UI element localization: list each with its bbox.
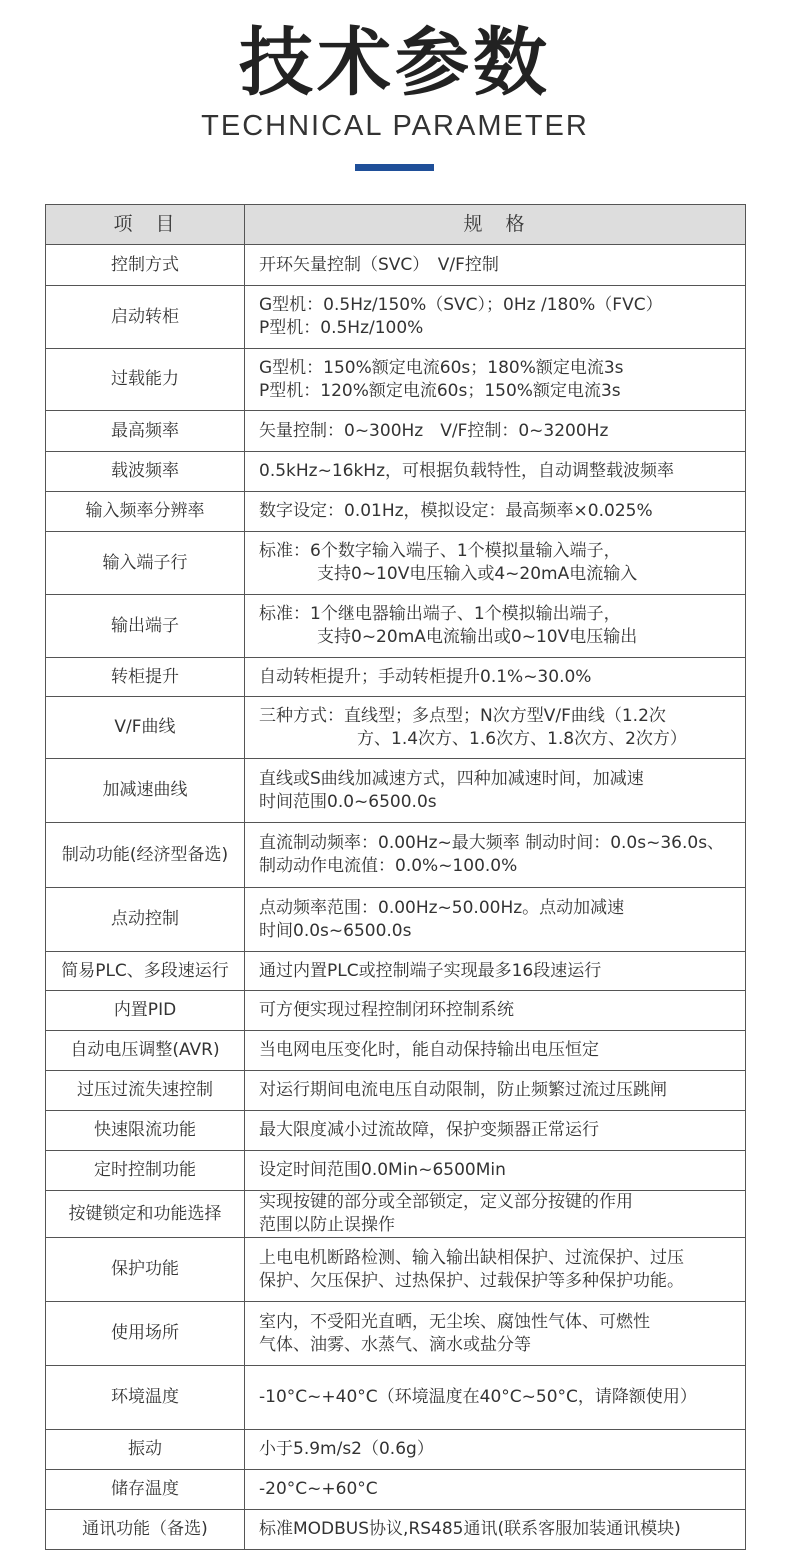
row-spec-line: 标准：6个数字输入端子、1个模拟量输入端子， [259,541,621,561]
row-spec-line: 设定时间范围0.0Min~6500Min [259,1160,506,1180]
page-title: 技术参数 [239,20,551,106]
row-item-label: 转柜提升 [46,658,245,697]
table-row [46,1366,746,1430]
row-item-label: 制动功能(经济型备选) [46,823,245,888]
row-spec-line: 通过内置PLC或控制端子实现最多16段速运行 [259,960,602,981]
row-item-label: 启动转柜 [46,286,245,349]
row-spec-line: G型机：150%额定电流60s；180%额定电流3s [259,357,624,378]
parameter-table-body [46,205,746,1550]
row-item-label: 快速限流功能 [46,1111,245,1151]
row-spec-line: 三种方式：直线型；多点型；N次方型V/F曲线（1.2次 [259,705,666,726]
table-row [46,1111,746,1151]
row-spec-line: 制动动作电流值：0.0%~100.0% [259,856,518,876]
row-spec-line: 可方便实现过程控制闭环控制系统 [259,1000,514,1020]
row-spec-line: 矢量控制：0~300Hz V/F控制：0~3200Hz [259,420,609,441]
row-spec-line: 上电电机断路检测、输入输出缺相保护、过流保护、过压 [259,1247,684,1268]
table-row [46,823,746,888]
table-row [46,492,746,532]
row-spec-line: 小于5.9m/s2（0.6g） [259,1439,434,1459]
row-item-label: 加减速曲线 [46,759,245,823]
row-spec-line: -20°C~+60°C [259,1479,378,1499]
row-spec-cell [245,1071,746,1111]
table-row [46,991,746,1031]
row-item-label: 最高频率 [46,411,245,452]
row-spec-cell [245,759,746,823]
row-item-label: 按键锁定和功能选择 [46,1191,245,1238]
row-item-label: 保护功能 [46,1238,245,1302]
table-row [46,245,746,286]
row-spec-cell [245,411,746,452]
table-row [46,1151,746,1191]
row-spec-line: 标准：1个继电器输出端子、1个模拟输出端子， [259,604,621,624]
row-spec-line: 直流制动频率：0.00Hz~最大频率 制动时间：0.0s~36.0s、 [259,833,725,853]
row-spec-cell [245,1111,746,1151]
table-header-row [46,205,746,245]
header-spec: 规 格 [245,205,746,245]
row-item-label: 输入频率分辨率 [46,492,245,532]
row-spec-line: 标准MODBUS协议,RS485通讯(联系客服加装通讯模块) [259,1519,681,1539]
row-spec-cell [245,697,746,759]
table-row [46,452,746,492]
table-row [46,697,746,759]
row-spec-cell [245,1151,746,1191]
row-spec-line: 室内，不受阳光直晒，无尘埃、腐蚀性气体、可燃性 [259,1311,650,1332]
row-spec-cell [245,1031,746,1071]
row-spec-line: 0.5kHz~16kHz，可根据负载特性，自动调整载波频率 [259,461,675,481]
table-row [46,1191,746,1238]
row-spec-cell [245,595,746,658]
row-spec-line: 数字设定：0.01Hz，模拟设定：最高频率×0.025% [259,501,653,521]
row-item-label: V/F曲线 [46,697,245,759]
row-item-label: 点动控制 [46,888,245,952]
row-spec-line: 范围以防止误操作 [259,1215,395,1235]
header-item: 项 目 [46,205,245,245]
title-underline-bar [355,164,434,171]
row-spec-cell [245,245,746,286]
row-item-label: 简易PLC、多段速运行 [46,952,245,991]
row-spec-line: 支持0~20mA电流输出或0~10V电压输出 [317,627,638,647]
table-row [46,1430,746,1470]
row-spec-cell [245,1302,746,1366]
table-row [46,286,746,349]
row-spec-cell [245,492,746,532]
row-spec-cell [245,349,746,411]
row-item-label: 控制方式 [46,245,245,286]
row-spec-cell [245,286,746,349]
row-spec-line: 点动频率范围：0.00Hz~50.00Hz。点动加减速 [259,897,625,918]
row-item-label: 过载能力 [46,349,245,411]
row-item-label: 环境温度 [46,1366,245,1430]
row-spec-cell [245,1430,746,1470]
table-row [46,1302,746,1366]
row-spec-line: 自动转柜提升；手动转柜提升0.1%~30.0% [259,666,592,687]
page-subtitle: TECHNICAL PARAMETER [201,110,589,142]
row-spec-cell [245,952,746,991]
row-item-label: 振动 [46,1430,245,1470]
row-spec-line: 对运行期间电流电压自动限制，防止频繁过流过压跳闸 [259,1080,667,1100]
row-spec-cell [245,888,746,952]
row-spec-line: 直线或S曲线加减速方式，四种加减速时间，加减速 [259,768,644,789]
table-row [46,349,746,411]
row-item-label: 载波频率 [46,452,245,492]
table-row [46,1470,746,1510]
row-item-label: 储存温度 [46,1470,245,1510]
row-item-label: 使用场所 [46,1302,245,1366]
row-item-label: 自动电压调整(AVR) [46,1031,245,1071]
row-item-label: 内置PID [46,991,245,1031]
table-row [46,1031,746,1071]
row-spec-cell [245,452,746,492]
table-row [46,888,746,952]
table-row [46,595,746,658]
row-spec-cell [245,1470,746,1510]
table-row [46,952,746,991]
row-item-label: 输出端子 [46,595,245,658]
row-spec-line: 最大限度减小过流故障，保护变频器正常运行 [259,1120,599,1140]
row-spec-line: 方、1.4次方、1.6次方、1.8次方、2次方） [357,728,687,749]
row-spec-line: 实现按键的部分或全部锁定，定义部分按键的作用 [259,1192,633,1212]
row-spec-line: -10°C~+40°C（环境温度在40°C~50°C，请降额使用） [259,1387,697,1407]
row-spec-cell [245,1191,746,1238]
parameter-table [45,204,746,1550]
row-spec-cell [245,1238,746,1302]
row-spec-cell [245,991,746,1031]
table-row [46,411,746,452]
row-spec-line: 支持0~10V电压输入或4~20mA电流输入 [317,564,638,584]
row-item-label: 过压过流失速控制 [46,1071,245,1111]
table-row [46,658,746,697]
table-row [46,1071,746,1111]
row-spec-line: 时间0.0s~6500.0s [259,920,412,941]
row-item-label: 定时控制功能 [46,1151,245,1191]
row-item-label: 输入端子行 [46,532,245,595]
row-spec-cell [245,823,746,888]
row-spec-cell [245,1366,746,1430]
table-row [46,759,746,823]
row-spec-cell [245,532,746,595]
row-item-label: 通讯功能（备选) [46,1510,245,1550]
row-spec-cell [245,658,746,697]
row-spec-line: 时间范围0.0~6500.0s [259,791,437,812]
table-row [46,532,746,595]
row-spec-line: P型机：120%额定电流60s；150%额定电流3s [259,380,621,401]
row-spec-line: 当电网电压变化时，能自动保持输出电压恒定 [259,1040,599,1060]
row-spec-line: P型机：0.5Hz/100% [259,318,424,338]
row-spec-line: 保护、欠压保护、过热保护、过载保护等多种保护功能。 [259,1270,684,1291]
row-spec-line: 开环矢量控制（SVC） V/F控制 [259,254,499,275]
table-row [46,1238,746,1302]
row-spec-line: 气体、油雾、水蒸气、滴水或盐分等 [259,1334,531,1355]
row-spec-line: G型机：0.5Hz/150%（SVC）；0Hz /180%（FVC） [259,295,663,315]
